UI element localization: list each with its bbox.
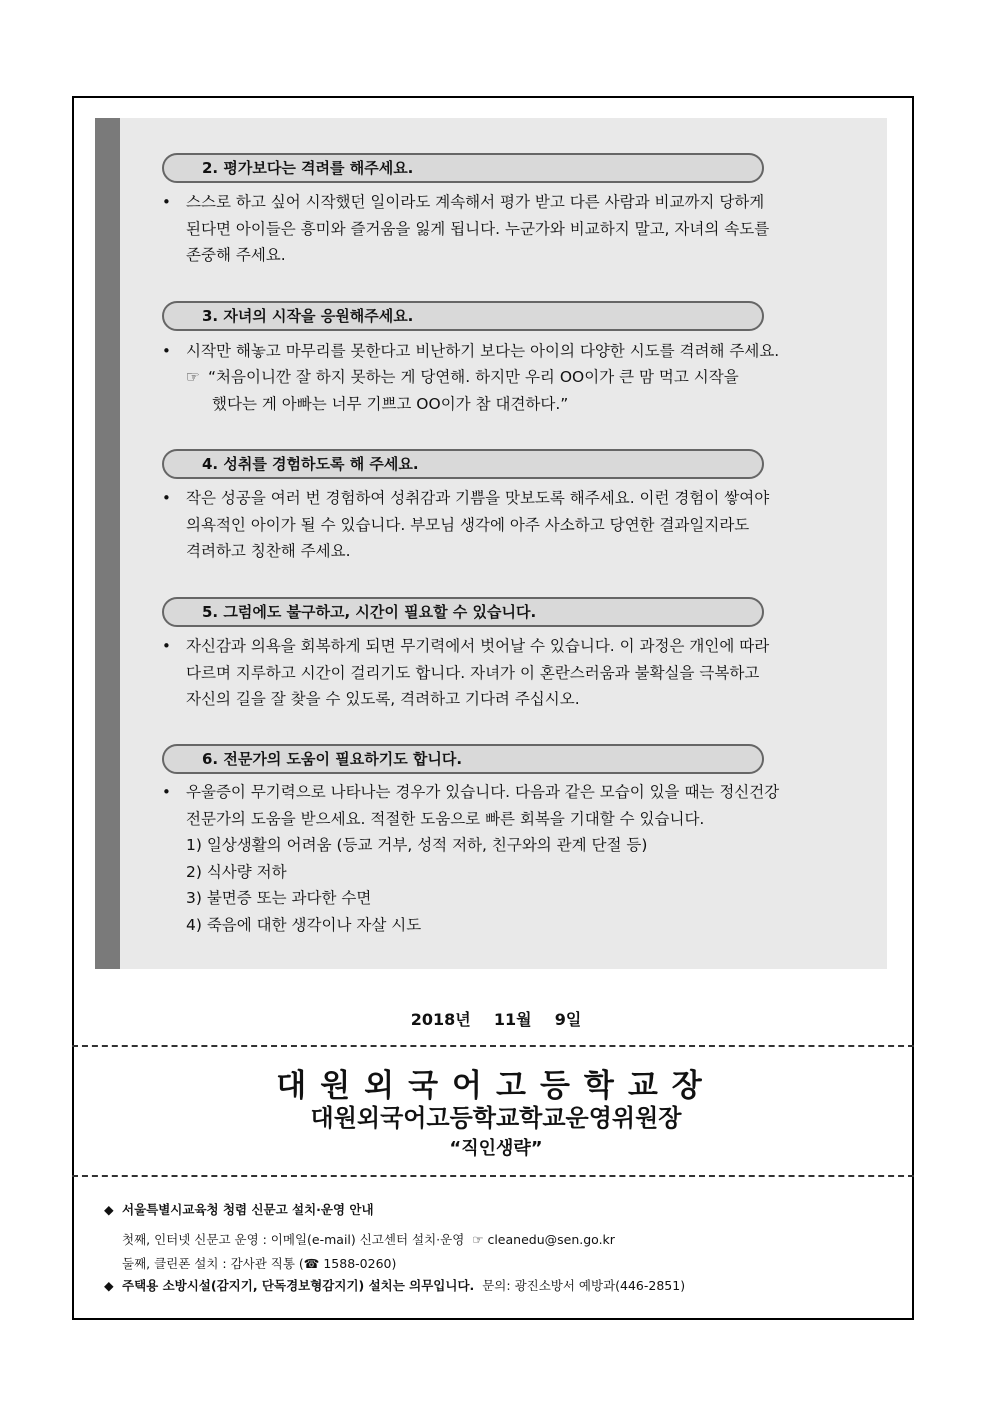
notice-line-1 [104,1201,374,1219]
notice-line-3 [122,1255,396,1273]
section-6-text [186,779,846,832]
text-line: 전문가의 도움을 받으세요. 적절한 도움으로 빠른 회복을 기대할 수 있습니다. [186,809,705,828]
section-4-heading: 4. 성취를 경험하도록 해 주세요. [162,449,764,479]
notice-line-2 [122,1231,615,1249]
bullet-icon: • [162,342,171,360]
text-line: 작은 성공을 여러 번 경험하여 성취감과 기쁨을 맛보도록 해주세요. 이런 경험이 쌓여야 [186,489,770,507]
list-item: 4) 죽음에 대한 생각이나 자살 시도 [186,916,422,934]
text-line: 된다면 아이들은 흥미와 즐거움을 잃게 됩니다. 누군가와 비교하지 말고, 자녀의 속도를 [186,219,770,238]
bullet-icon: • [162,489,171,507]
principal-title: 대원외국어고등학교장 [276,1068,716,1104]
section-3-text [186,338,846,365]
text-line: 의욕적인 아이가 될 수 있습니다. 부모님 생각에 아주 사소하고 당연한 결과일지라도 [186,515,750,534]
issue-date: 2018년 11월 9일 [410,1010,582,1029]
bullet-icon: • [162,637,171,655]
section-5-text [186,633,846,713]
dashed-divider [72,1045,914,1047]
seal-omitted-note: “직인생략” [449,1138,543,1159]
pointing-hand-icon: ☞ [186,368,200,386]
panel-side-bar [95,118,120,969]
dashed-divider [72,1175,914,1177]
text-line: 우울증이 무기력으로 나타나는 경우가 있습니다. 다음과 같은 모습이 있을 때는 정신건강 [186,783,780,801]
section-2-text [186,189,846,269]
section-4-text [186,485,846,565]
text-line: 자신의 길을 잘 찾을 수 있도록, 격려하고 기다려 주십시오. [186,690,580,708]
text-line: 스스로 하고 싶어 시작했던 일이라도 계속해서 평가 받고 다른 사람과 비교까지 당하게 [186,193,765,211]
text-line: 다르며 지루하고 시간이 걸리기도 합니다. 자녀가 이 혼란스러움과 불확실을 극복하고 [186,663,760,682]
section-5-heading: 5. 그럼에도 불구하고, 시간이 필요할 수 있습니다. [162,597,764,627]
bullet-icon: • [162,783,171,801]
bullet-icon: • [162,193,171,211]
email-link[interactable]: cleanedu@sen.go.kr [487,1232,615,1247]
notice-text: 문의: 광진소방서 예방과(446-2851) [482,1278,686,1293]
list-item: 3) 불면증 또는 과다한 수면 [186,889,372,907]
pointing-hand-icon: ☞ [472,1232,484,1247]
diamond-icon: ◆ [104,1202,114,1217]
diamond-icon: ◆ [104,1278,114,1293]
text-line: 자신감과 의욕을 회복하게 되면 무기력에서 벗어날 수 있습니다. 이 과정은 개인에 따라 [186,637,770,655]
text-line: 존중해 주세요. [186,246,286,264]
notice-heading: 서울특별시교육청 청렴 신문고 설치·운영 안내 [122,1202,374,1217]
notice-text: 둘째, 클린폰 설치 : 감사관 직통 (☎ 1588-0260) [122,1256,397,1271]
section-3-heading: 3. 자녀의 시작을 응원해주세요. [162,301,764,331]
quote-line: “처음이니깐 잘 하지 못하는 게 당연해. 하지만 우리 OO이가 큰 맘 먹고 시작을 [208,368,739,386]
text-line: 격려하고 칭찬해 주세요. [186,542,351,560]
text-line: 시작만 해놓고 마무리를 못한다고 비난하기 보다는 아이의 다양한 시도를 격려해 주세요. [186,342,780,360]
notice-text: 첫째, 인터넷 신문고 운영 : 이메일(e-mail) 신고센터 설치·운영 [122,1232,465,1247]
notice-heading: 주택용 소방시설(감지기, 단독경보형감지기) 설치는 의무입니다. [122,1278,475,1293]
notice-line-4 [104,1277,685,1295]
committee-title: 대원외국어고등학교학교운영위원장 [310,1104,682,1132]
section-2-heading: 2. 평가보다는 격려를 해주세요. [162,153,764,183]
list-item: 1) 일상생활의 어려움 (등교 거부, 성적 저하, 친구와의 관계 단절 등) [186,836,648,854]
quote-line: 했다는 게 아빠는 너무 기쁘고 OO이가 참 대견하다.” [212,395,569,413]
section-6-heading: 6. 전문가의 도움이 필요하기도 합니다. [162,744,764,774]
list-item: 2) 식사량 저하 [186,863,287,881]
